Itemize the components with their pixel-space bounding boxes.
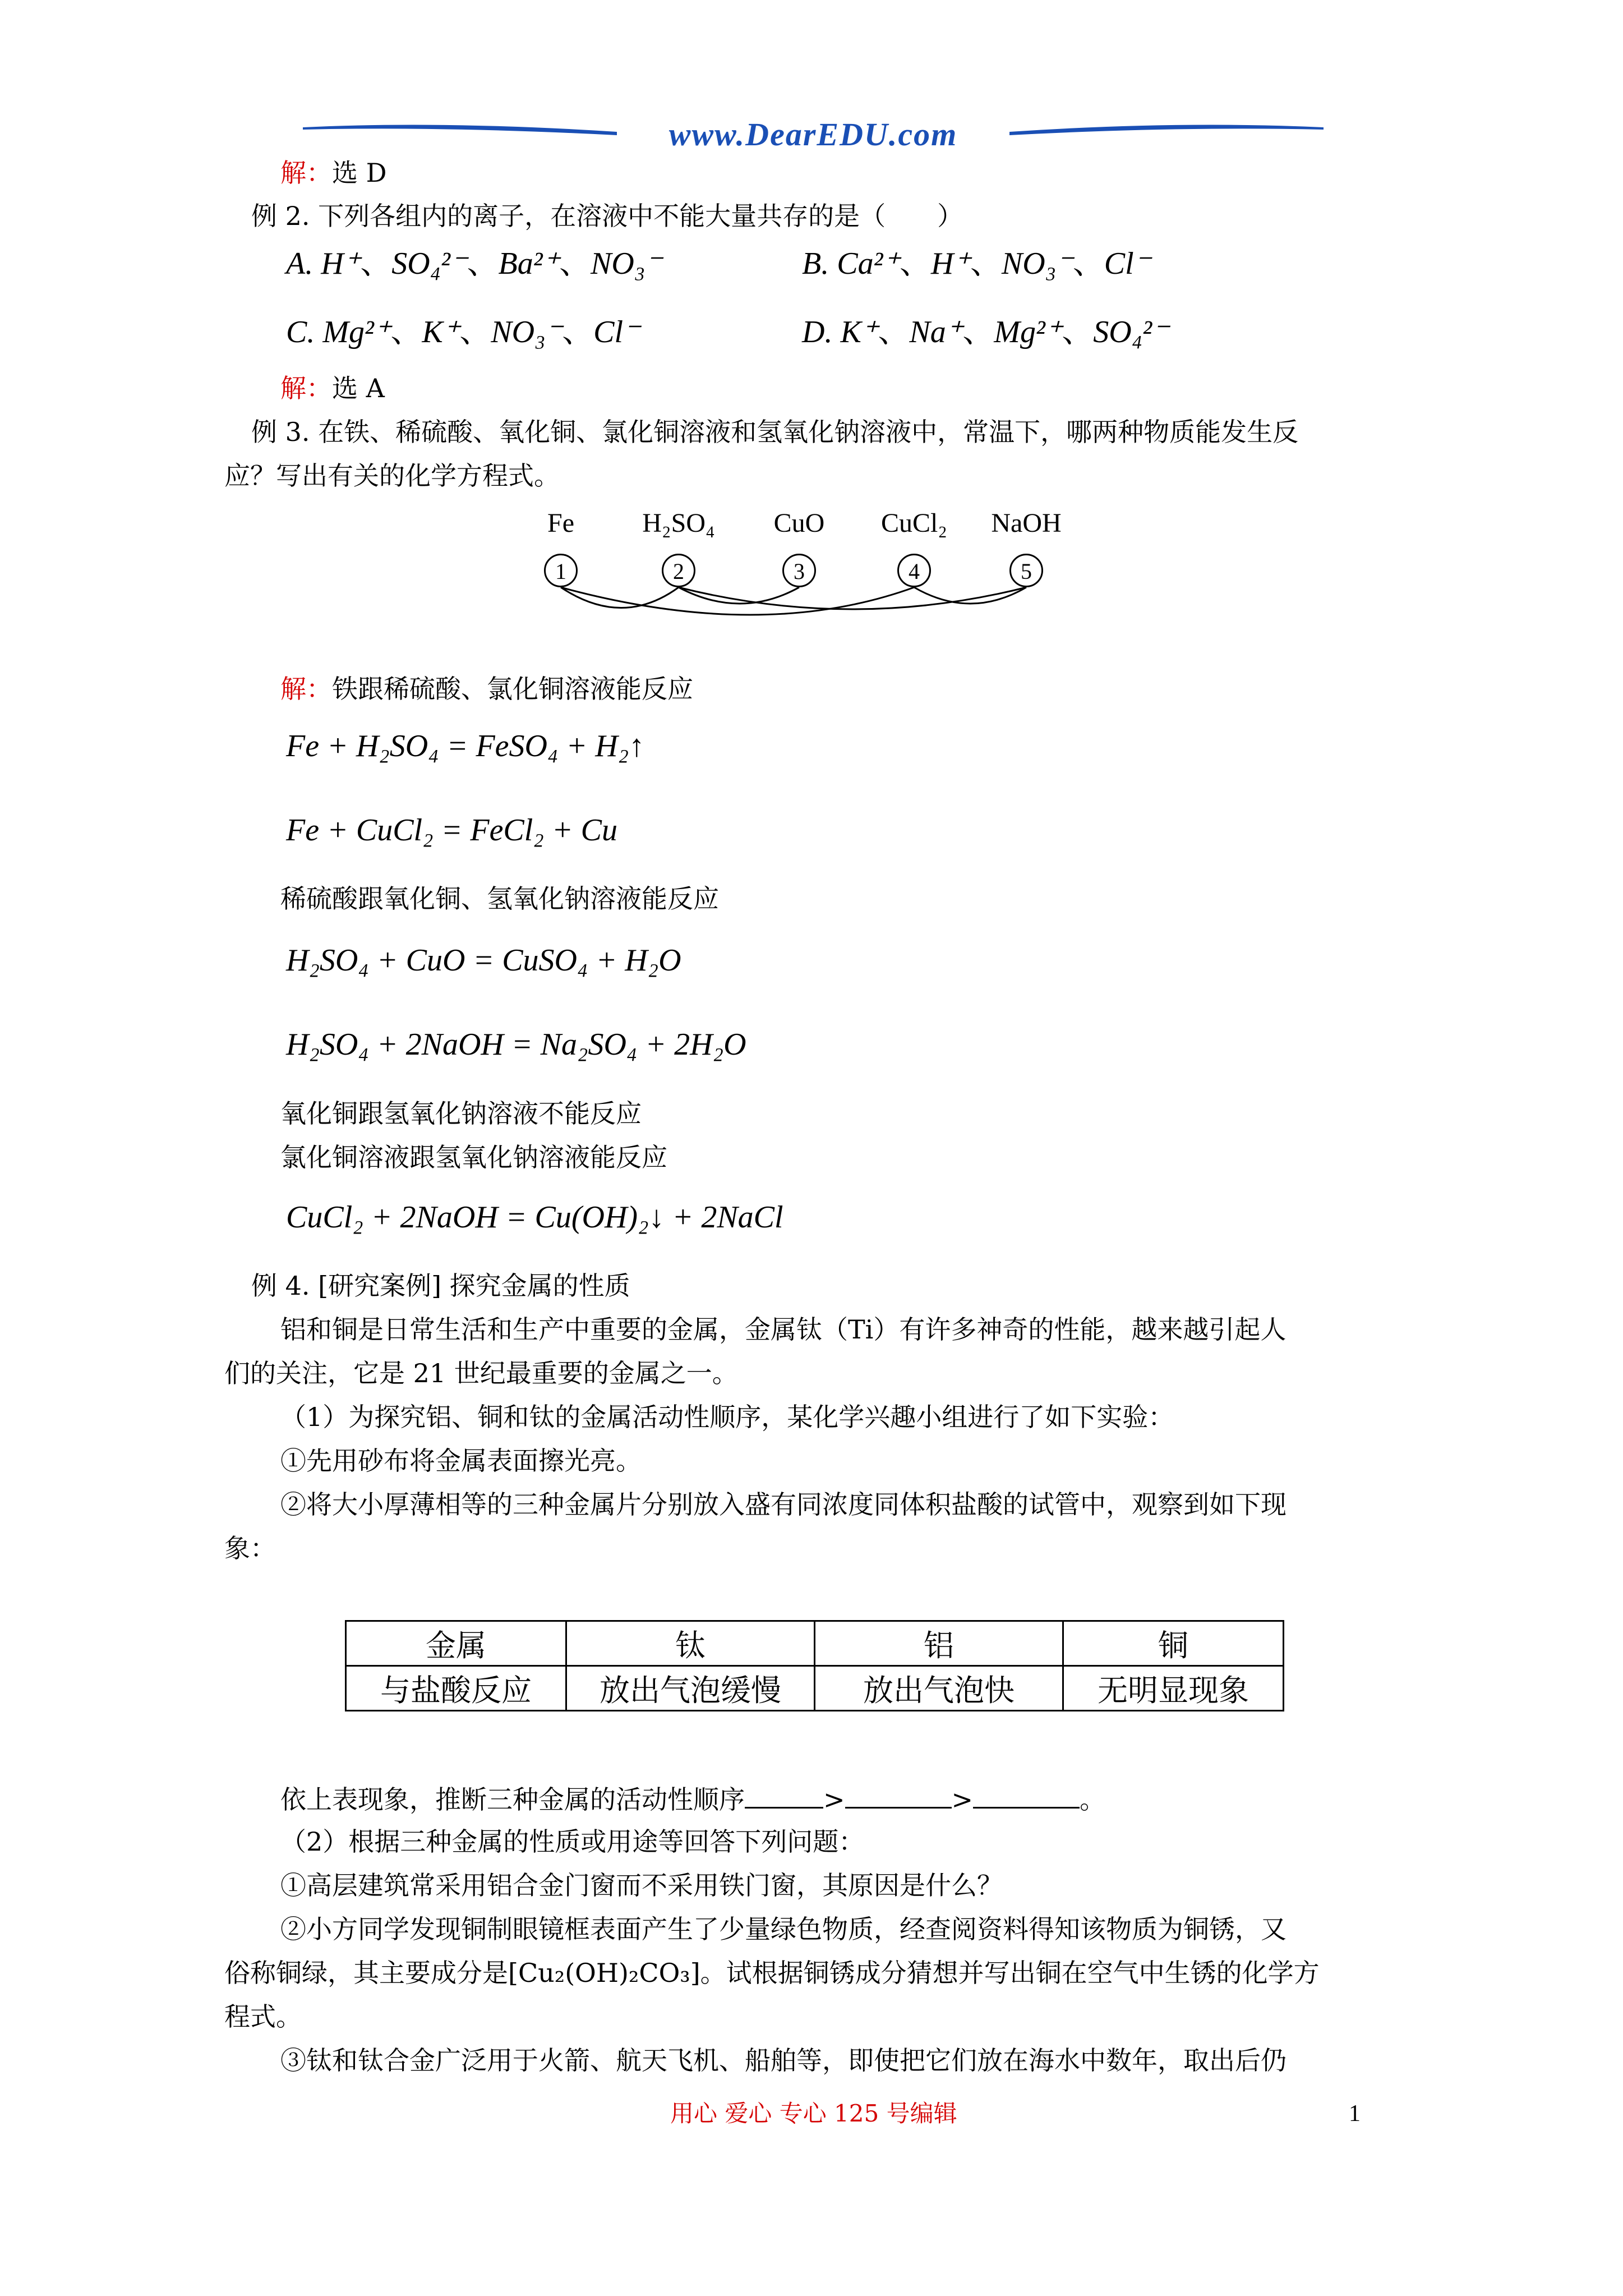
- table-cell: 放出气泡缓慢: [566, 1666, 815, 1711]
- table-cell: 放出气泡快: [815, 1666, 1063, 1711]
- table-cell: 铜: [1063, 1621, 1284, 1666]
- ex4-step2-line1: ②将大小厚薄相等的三种金属片分别放入盛有同浓度同体积盐酸的试管中，观察到如下现: [280, 1489, 1287, 1520]
- page-number: 1: [1349, 2101, 1361, 2127]
- diagram-label-naoh: NaOH: [991, 508, 1062, 538]
- ex4-q3-line1: ③钛和钛合金广泛用于火箭、航天飞机、船舶等，即使把它们放在海水中数年，取出后仍: [280, 2045, 1287, 2076]
- ex4-step1: ①先用砂布将金属表面擦光亮。: [280, 1446, 642, 1476]
- arc-4-5: [914, 587, 1026, 604]
- answer-label: 解：: [280, 158, 332, 188]
- diagram-arcs: [538, 508, 1077, 637]
- answer-blank-1[interactable]: [745, 1781, 823, 1809]
- answer-blank-2[interactable]: [845, 1781, 952, 1809]
- footer-text: 用心 爱心 专心 125 号编辑: [670, 2100, 957, 2127]
- ex4-q2-line1: ②小方同学发现铜制眼镜框表面产生了少量绿色物质，经查阅资料得知该物质为铜锈，又: [280, 1914, 1287, 1944]
- diagram-number-5: 5: [1009, 554, 1043, 587]
- equation-1: Fe + H₂SO₄ = FeSO₄ + H₂↑: [286, 729, 645, 763]
- ex2-option-a: A. H⁺、SO₄²⁻、Ba²⁺、NO₃⁻: [286, 246, 662, 281]
- answer-blank-3[interactable]: [973, 1781, 1080, 1809]
- equation-3: H₂SO₄ + CuO = CuSO₄ + H₂O: [286, 943, 681, 978]
- ex4-q2-line3: 程式。: [224, 2001, 302, 2032]
- arc-2-3: [679, 587, 799, 604]
- arc-1-4: [561, 587, 914, 615]
- ex4-para1-line1: 铝和铜是日常生活和生产中重要的金属，金属钛（Ti）有许多神奇的性能，越来越引起人: [280, 1314, 1287, 1345]
- ex1-answer: [280, 156, 387, 190]
- table-row: [346, 1666, 1284, 1711]
- ex4-q2-line2: 俗称铜绿，其主要成分是[Cu₂(OH)₂CO₃]。试根据铜锈成分猜想并写出铜在空气中生锈的化学方: [224, 1958, 1320, 1988]
- ex2-option-c: C. Mg²⁺、K⁺、NO₃⁻、Cl⁻: [286, 315, 640, 349]
- ex4-part2: （2）根据三种金属的性质或用途等回答下列问题：: [280, 1826, 865, 1857]
- logo-text: www.DearEDU.com: [668, 116, 958, 153]
- metal-reaction-table: [345, 1620, 1284, 1711]
- diagram-label-cuo: CuO: [773, 508, 825, 538]
- ex3-text4: 氯化铜溶液跟氢氧化钠溶液能反应: [280, 1142, 667, 1172]
- equation-5: CuCl₂ + 2NaOH = Cu(OH)₂↓ + 2NaCl: [286, 1200, 783, 1235]
- diagram-label-cucl2: CuCl₂: [880, 508, 948, 538]
- equation-4: H₂SO₄ + 2NaOH = Na₂SO₄ + 2H₂O: [286, 1027, 746, 1062]
- ex4-part1: （1）为探究铝、铜和钛的金属活动性顺序，某化学兴趣小组进行了如下实验：: [280, 1402, 1174, 1432]
- table-row: [346, 1621, 1284, 1666]
- arc-2-5: [679, 587, 1026, 609]
- table-cell: 金属: [346, 1621, 566, 1666]
- ex3-question-line2: 应？写出有关的化学方程式。: [224, 461, 560, 491]
- ex3-answer-intro: 解：铁跟稀硫酸、氯化铜溶液能反应: [280, 674, 693, 704]
- ex4-title: 例 4. [研究案例] 探究金属的性质: [251, 1271, 630, 1301]
- ex3-text3: 氧化铜跟氢氧化钠溶液不能反应: [280, 1098, 642, 1129]
- ex4-infer: 依上表现象，推断三种金属的活动性顺序 > > 。: [280, 1781, 1105, 1816]
- ex3-question-line1: 例 3. 在铁、稀硫酸、氧化铜、氯化铜溶液和氢氧化钠溶液中，常温下，哪两种物质能发生反: [251, 417, 1299, 447]
- ex4-para1-line2: 们的关注，它是 21 世纪最重要的金属之一。: [224, 1358, 738, 1388]
- ex4-q1: ①高层建筑常采用铝合金门窗而不采用铁门窗，其原因是什么？: [280, 1870, 1003, 1901]
- table-cell: 与盐酸反应: [346, 1666, 566, 1711]
- reaction-diagram: [538, 508, 1077, 637]
- ex2-question: 例 2. 下列各组内的离子，在溶液中不能大量共存的是（ ）: [251, 201, 963, 231]
- diagram-number-1: 1: [544, 554, 578, 587]
- header-logo: [303, 115, 1324, 154]
- ex2-option-d: D. K⁺、Na⁺、Mg²⁺、SO₄²⁻: [802, 315, 1169, 349]
- diagram-number-3: 3: [782, 554, 816, 587]
- ex3-text2: 稀硫酸跟氧化铜、氢氧化钠溶液能反应: [280, 884, 719, 914]
- diagram-number-4: 4: [897, 554, 931, 587]
- table-cell: 钛: [566, 1621, 815, 1666]
- ex4-step2-line2: 象：: [224, 1533, 276, 1563]
- ex2-answer: 解：选 A: [280, 373, 385, 403]
- table-cell: 铝: [815, 1621, 1063, 1666]
- diagram-number-2: 2: [662, 554, 695, 587]
- answer-text: 选 D: [332, 158, 387, 188]
- table-cell: 无明显现象: [1063, 1666, 1284, 1711]
- arc-1-2: [561, 587, 679, 608]
- diagram-label-h2so4: H₂SO₄: [642, 508, 715, 538]
- ex2-option-b: B. Ca²⁺、H⁺、NO₃⁻、Cl⁻: [802, 246, 1151, 281]
- equation-2: Fe + CuCl₂ = FeCl₂ + Cu: [286, 813, 617, 848]
- diagram-label-fe: Fe: [547, 508, 574, 538]
